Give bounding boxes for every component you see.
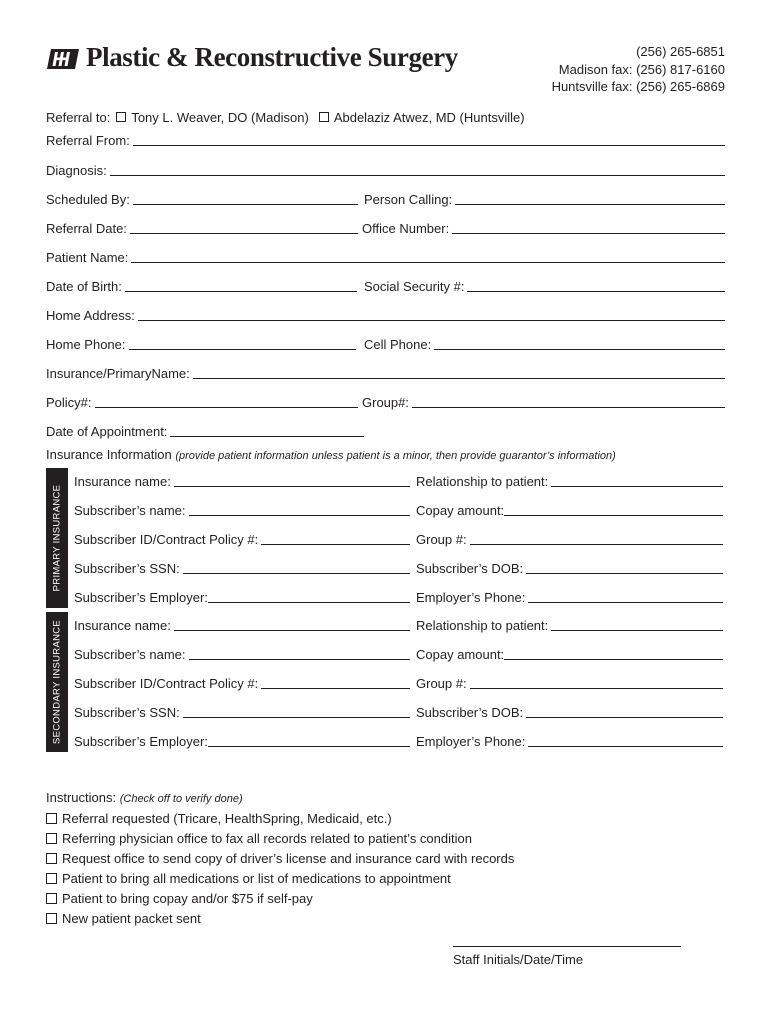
secondary-insurance-name-field[interactable] (174, 630, 410, 631)
patient-name-field[interactable] (131, 262, 725, 263)
insurance-primary-row (46, 364, 725, 382)
secondary-subscriber-id-label: Subscriber ID/Contract Policy #: (74, 676, 259, 691)
secondary-subscriber-ssn-field[interactable] (183, 717, 410, 718)
pr-logo-icon (46, 48, 80, 70)
primary-copay-field[interactable] (504, 515, 723, 516)
primary-insurance-name-label: Insurance name: (74, 474, 171, 489)
diagnosis-label: Diagnosis: (46, 163, 107, 178)
primary-subscriber-name-label: Subscriber’s name: (74, 503, 186, 518)
office-number-field[interactable] (452, 233, 725, 234)
secondary-row-1 (74, 616, 723, 634)
phone-row (46, 335, 725, 353)
instruction-checkbox[interactable] (46, 833, 57, 844)
instruction-text: New patient packet sent (62, 911, 201, 926)
group-field[interactable] (412, 407, 725, 408)
instruction-text: Referring physician office to fax all records related to patient’s condition (62, 831, 472, 846)
date-of-birth-label: Date of Birth: (46, 279, 122, 294)
office-number-label: Office Number: (362, 221, 450, 236)
instruction-item (46, 869, 514, 889)
instructions (46, 788, 514, 929)
checkbox-weaver[interactable] (116, 112, 126, 122)
secondary-row-4 (74, 703, 723, 721)
scheduled-row (46, 190, 725, 208)
referral-date-row (46, 219, 725, 237)
primary-group-field[interactable] (470, 544, 723, 545)
instruction-text: Patient to bring copay and/or $75 if self-pay (62, 891, 313, 906)
secondary-subscriber-dob-label: Subscriber’s DOB: (416, 705, 524, 720)
primary-insurance-name-field[interactable] (174, 486, 410, 487)
instruction-item (46, 889, 514, 909)
primary-row-5 (74, 588, 723, 606)
referral-date-label: Referral Date: (46, 221, 127, 236)
secondary-row-5 (74, 732, 723, 750)
cell-phone-field[interactable] (434, 349, 725, 350)
group-label: Group#: (362, 395, 409, 410)
ssn-field[interactable] (467, 291, 725, 292)
instructions-heading (46, 788, 514, 809)
instruction-checkbox[interactable] (46, 853, 57, 864)
instructions-note: (Check off to verify done) (119, 793, 243, 805)
referral-to-row (46, 110, 525, 126)
diagnosis-row (46, 161, 725, 179)
insurance-primary-name-field[interactable] (193, 378, 725, 379)
scheduled-by-field[interactable] (133, 204, 358, 205)
home-address-row (46, 306, 725, 324)
primary-subscriber-employer-field[interactable] (208, 602, 410, 603)
primary-subscriber-id-label: Subscriber ID/Contract Policy #: (74, 532, 259, 547)
secondary-employer-phone-field[interactable] (528, 746, 723, 747)
dob-row (46, 277, 725, 295)
policy-label: Policy#: (46, 395, 92, 410)
secondary-subscriber-name-field[interactable] (189, 659, 410, 660)
referral-option-atwez: Abdelaziz Atwez, MD (Huntsville) (333, 110, 525, 125)
secondary-row-3 (74, 674, 723, 692)
instruction-text: Request office to send copy of driver’s license and insurance card with records (62, 851, 515, 866)
scheduled-by-label: Scheduled By: (46, 192, 130, 207)
insurance-info-label: Insurance Information (46, 447, 172, 462)
secondary-relationship-field[interactable] (551, 630, 723, 631)
instruction-text: Patient to bring all medications or list of medications to appointment (62, 871, 451, 886)
primary-row-4 (74, 559, 723, 577)
primary-group-label: Group #: (416, 532, 467, 547)
patient-name-label: Patient Name: (46, 250, 129, 265)
primary-row-1 (74, 472, 723, 490)
cell-phone-label: Cell Phone: (364, 337, 432, 352)
date-of-appointment-label: Date of Appointment: (46, 424, 168, 439)
primary-row-3 (74, 530, 723, 548)
instruction-text: Referral requested (Tricare, HealthSpring, Medicaid, etc.) (62, 811, 392, 826)
secondary-insurance-tab-label: SECONDARY INSURANCE (51, 619, 63, 745)
primary-subscriber-name-field[interactable] (189, 515, 410, 516)
primary-employer-phone-label: Employer’s Phone: (416, 590, 526, 605)
madison-fax: Madison fax: (256) 817-6160 (558, 61, 725, 77)
page-title: Plastic & Reconstructive Surgery (86, 42, 458, 72)
primary-subscriber-dob-field[interactable] (526, 573, 723, 574)
home-phone-field[interactable] (129, 349, 357, 350)
patient-name-row (46, 248, 725, 266)
secondary-subscriber-ssn-label: Subscriber’s SSN: (74, 705, 180, 720)
referral-from-row (46, 131, 725, 149)
person-calling-label: Person Calling: (364, 192, 453, 207)
policy-field[interactable] (95, 407, 358, 408)
secondary-subscriber-name-label: Subscriber’s name: (74, 647, 186, 662)
primary-subscriber-id-field[interactable] (261, 544, 410, 545)
primary-employer-phone-field[interactable] (528, 602, 723, 603)
secondary-subscriber-dob-field[interactable] (526, 717, 723, 718)
secondary-group-label: Group #: (416, 676, 467, 691)
primary-insurance-tab-label: PRIMARY INSURANCE (51, 484, 63, 592)
secondary-group-field[interactable] (470, 688, 723, 689)
date-of-appointment-field[interactable] (170, 436, 364, 437)
instructions-label: Instructions: (46, 790, 117, 805)
secondary-employer-phone-label: Employer’s Phone: (416, 734, 526, 749)
referral-date-field[interactable] (130, 233, 358, 234)
huntsville-fax: Huntsville fax: (256) 265-6869 (551, 79, 725, 94)
referral-to-label: Referral to: (46, 110, 111, 125)
insurance-primary-name-label: Insurance/PrimaryName: (46, 366, 190, 381)
diagnosis-field[interactable] (110, 175, 725, 176)
instruction-checkbox[interactable] (46, 813, 57, 824)
staff-signature-line[interactable] (453, 946, 681, 947)
appointment-row (46, 422, 364, 440)
primary-subscriber-employer-label: Subscriber’s Employer: (74, 590, 208, 605)
secondary-relationship-label: Relationship to patient: (416, 618, 549, 633)
home-address-label: Home Address: (46, 308, 135, 323)
phone-number: (256) 265-6851 (636, 44, 725, 59)
checkbox-atwez[interactable] (319, 112, 329, 122)
instruction-checkbox[interactable] (46, 873, 57, 884)
primary-subscriber-dob-label: Subscriber’s DOB: (416, 561, 524, 576)
referral-from-label: Referral From: (46, 133, 130, 148)
secondary-copay-field[interactable] (504, 659, 723, 660)
referral-option-weaver: Tony L. Weaver, DO (Madison) (131, 110, 309, 125)
secondary-insurance-tab (46, 612, 68, 752)
staff-signature-label: Staff Initials/Date/Time (453, 952, 584, 967)
primary-subscriber-ssn-field[interactable] (183, 573, 410, 574)
date-of-birth-field[interactable] (125, 291, 357, 292)
primary-subscriber-ssn-label: Subscriber’s SSN: (74, 561, 180, 576)
contact-info (552, 43, 725, 96)
instruction-item (46, 809, 514, 829)
policy-row (46, 393, 725, 411)
secondary-insurance-name-label: Insurance name: (74, 618, 171, 633)
insurance-info-heading (46, 447, 616, 464)
insurance-info-note: (provide patient information unless patient is a minor, then provide guarantor’s information) (175, 450, 616, 462)
instruction-item (46, 829, 514, 849)
secondary-subscriber-employer-label: Subscriber’s Employer: (74, 734, 208, 749)
secondary-row-2 (74, 645, 723, 663)
primary-row-2 (74, 501, 723, 519)
secondary-subscriber-employer-field[interactable] (208, 746, 410, 747)
secondary-subscriber-id-field[interactable] (261, 688, 410, 689)
referral-from-field[interactable] (133, 145, 725, 146)
ssn-label: Social Security #: (364, 279, 465, 294)
primary-insurance-tab (46, 468, 68, 608)
home-phone-label: Home Phone: (46, 337, 126, 352)
instruction-item (46, 909, 514, 929)
instruction-checkbox[interactable] (46, 913, 57, 924)
primary-copay-label: Copay amount: (416, 503, 505, 518)
secondary-copay-label: Copay amount: (416, 647, 505, 662)
instruction-item (46, 849, 514, 869)
primary-relationship-label: Relationship to patient: (416, 474, 549, 489)
primary-relationship-field[interactable] (551, 486, 723, 487)
instruction-checkbox[interactable] (46, 893, 57, 904)
home-address-field[interactable] (138, 320, 725, 321)
person-calling-field[interactable] (455, 204, 725, 205)
